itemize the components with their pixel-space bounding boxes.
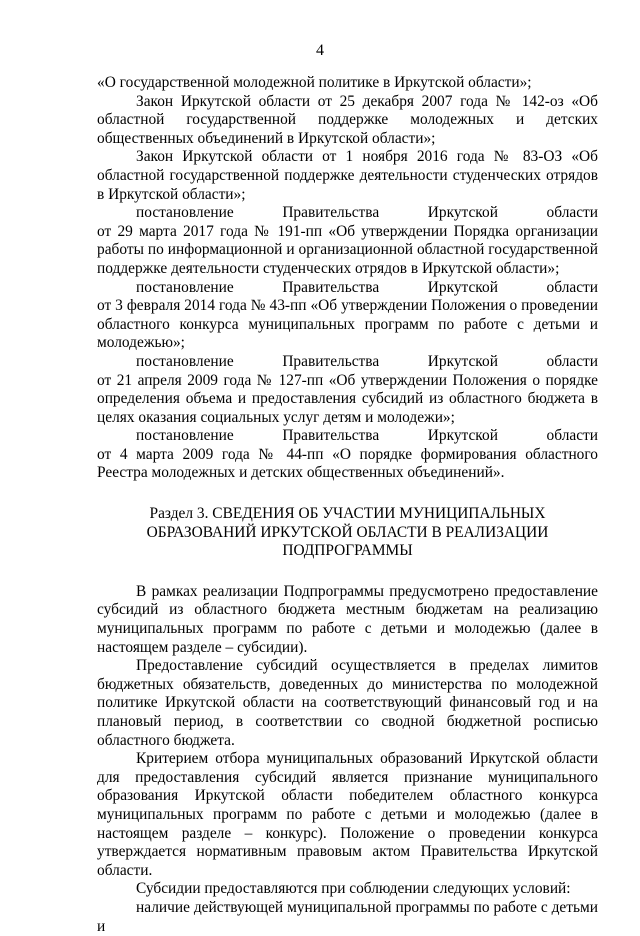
resolution-body: от 3 февраля 2014 года № 43-пп «Об утверждении Положения о проведении областного конкурса муниципальных программ по работе с детьми и молодежью»;: [97, 297, 598, 352]
document-body: [97, 74, 598, 936]
section-heading: [97, 505, 598, 561]
list-item: Закон Иркутской области от 1 ноября 2016 года № 83-ОЗ «Об областной государственной поддержке деятельности студенческих отрядов в Иркутской области»;: [97, 148, 598, 203]
resolution-head: постановление Правительства Иркутской области: [136, 352, 598, 370]
list-item: Закон Иркутской области от 25 декабря 2007 года № 142-оз «Об областной государственной поддержке молодежных и детских общественных объединений в Иркутской области»;: [97, 92, 598, 147]
resolution-body: от 29 марта 2017 года № 191-пп «Об утверждении Порядка организации работы по информационной и организационной областной государственной поддержке деятельности студенческих отрядов в Иркутской области»;: [97, 222, 598, 277]
page-number: 4: [316, 42, 324, 59]
resolution-body: от 4 марта 2009 года № 44-пп «О порядке формирования областного Реестра молодежных и детских общественных объединений».: [97, 445, 598, 482]
paragraph: Критерием отбора муниципальных образований Иркутской области для предоставления субсидий является признание муниципального образования Иркутской области победителем областного конкурса муниципальных программ по работе с детьми и молодежью (далее в настоящем разделе – конкурс). Положение о проведении конкурса утверждается нормативным правовым актом Правительства Иркутской области.: [97, 750, 598, 879]
section-heading-line: Раздел 3. СВЕДЕНИЯ ОБ УЧАСТИИ МУНИЦИПАЛЬНЫХ: [149, 505, 546, 523]
list-item: «О государственной молодежной политике в Иркутской области»;: [97, 74, 532, 91]
paragraph: Субсидии предоставляются при соблюдении следующих условий:: [136, 880, 571, 898]
section-heading-line: ПОДПРОГРАММЫ: [282, 542, 413, 560]
section-heading-line: ОБРАЗОВАНИЙ ИРКУТСКОЙ ОБЛАСТИ В РЕАЛИЗАЦИИ: [146, 523, 549, 541]
resolution-body: от 21 апреля 2009 года № 127-пп «Об утверждении Положения о порядке определения объема и предоставления субсидий из областного бюджета в целях оказания социальных услуг детям и молодежи»;: [97, 371, 598, 426]
paragraph: Предоставление субсидий осуществляется в пределах лимитов бюджетных обязательств, доведенных до министерства по молодежной политике Иркутской области на соответствующий финансовый год и на плановый период, в соответствии со сводной бюджетной росписью областного бюджета.: [97, 657, 598, 749]
resolution-head: постановление Правительства Иркутской области: [136, 278, 598, 296]
resolution-head: постановление Правительства Иркутской области: [136, 427, 598, 445]
paragraph: наличие действующей муниципальной программы по работе с детьми и: [97, 898, 598, 935]
resolution-head: постановление Правительства Иркутской области: [136, 204, 598, 222]
paragraph: В рамках реализации Подпрограммы предусмотрено предоставление субсидий из областного бюджета местным бюджетам на реализацию муниципальных программ по работе с детьми и молодежью (далее в настоящем разделе – субсидии).: [97, 582, 598, 656]
